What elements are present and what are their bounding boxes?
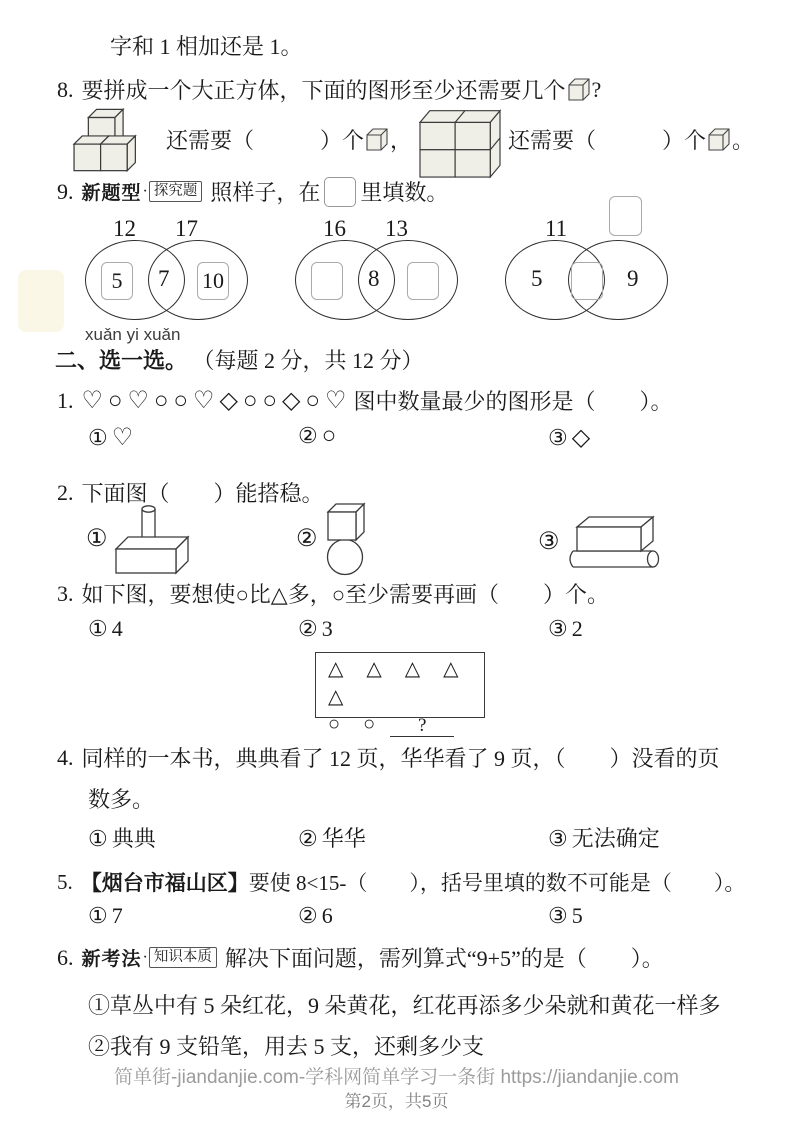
question-1-text: 图中数量最少的图形是（ ）。 bbox=[353, 389, 673, 414]
question-6-badge-bold: 新考法 bbox=[81, 949, 142, 970]
circle-row bbox=[328, 711, 484, 737]
option-2 bbox=[298, 903, 333, 929]
option-marker: ② bbox=[298, 903, 318, 928]
page-number-footer: 第2页，共5页 bbox=[344, 1092, 449, 1111]
question-9-badge-box: 探究题 bbox=[149, 181, 203, 202]
option-1 bbox=[88, 423, 133, 452]
question-8-need1: 还需要（ ）个 bbox=[166, 127, 365, 153]
option-2 bbox=[298, 616, 333, 642]
venn3-middle-box bbox=[571, 262, 603, 300]
option-1 bbox=[88, 822, 156, 853]
option-1 bbox=[88, 903, 123, 929]
question-8-text: 要拼成一个大正方体，下面的图形至少还需要几个 bbox=[81, 78, 566, 103]
option-marker: ② bbox=[298, 616, 318, 641]
option-marker: ③ bbox=[548, 616, 568, 641]
question-9-text-pre: 照样子，在 bbox=[210, 180, 321, 205]
question-4-number: 4. bbox=[57, 744, 74, 770]
venn2-left-box bbox=[311, 262, 343, 300]
option-label: 无法确定 bbox=[571, 826, 660, 851]
question-2-option-3 bbox=[538, 510, 666, 572]
section-2-pinyin: xuǎn yi xuǎn bbox=[85, 325, 181, 344]
option-marker: ② bbox=[298, 826, 318, 851]
question-9-text-post: 里填数。 bbox=[360, 180, 449, 205]
section-2-score: （每题 2 分，共 12 分） bbox=[192, 348, 424, 373]
question-3-figure bbox=[315, 652, 485, 736]
question-2-number: 2. bbox=[57, 479, 74, 505]
badge-separator: · bbox=[142, 182, 148, 200]
section-2-header bbox=[55, 344, 424, 375]
option-label: 典典 bbox=[111, 826, 156, 851]
option-label: 5 bbox=[571, 903, 583, 928]
watermark-footer: 简单街-jiandanjie.com-学科网简单学习一条街 https://jiandanjie.com bbox=[114, 1067, 679, 1088]
question-1-number: 1. bbox=[57, 387, 74, 413]
option-marker: ① bbox=[88, 903, 108, 928]
option-label: ○ bbox=[321, 423, 337, 449]
venn3-left-value: 5 bbox=[531, 266, 543, 291]
question-3-number: 3. bbox=[57, 580, 74, 606]
option-label: ◇ bbox=[571, 425, 591, 451]
option-label: 4 bbox=[111, 616, 123, 641]
box-on-lying-cylinder-figure bbox=[564, 511, 666, 571]
cube-figure-2x2-block bbox=[414, 99, 506, 179]
question-6-line bbox=[57, 942, 664, 973]
option-marker: ③ bbox=[538, 528, 560, 555]
question-5-number: 5. bbox=[57, 869, 73, 894]
option-3 bbox=[548, 616, 583, 642]
question-8-period: 。 bbox=[732, 127, 755, 153]
question-6-sub1: ①草丛中有 5 朵红花，9 朵黄花，红花再添多少朵就和黄花一样多 bbox=[88, 993, 721, 1018]
question-4-text1: 同样的一本书，典典看了 12 页，华华看了 9 页，（ ）没看的页 bbox=[81, 746, 720, 771]
question-4-line1 bbox=[57, 742, 720, 773]
venn2-right-box bbox=[407, 262, 439, 300]
cube-icon bbox=[366, 127, 388, 152]
option-2 bbox=[298, 423, 336, 450]
question-5-text: 要使 8<15-（ ），括号里填的数不可能是（ ）。 bbox=[248, 871, 746, 895]
option-label: 华华 bbox=[321, 826, 366, 851]
venn1-left-box bbox=[101, 262, 133, 300]
question-1-shape-sequence: ♡○♡○○♡◇○○◇○♡ bbox=[81, 388, 352, 414]
option-2 bbox=[298, 822, 366, 853]
venn2-label-left: 16 bbox=[323, 216, 346, 241]
cube-icon bbox=[708, 127, 730, 152]
option-label: 2 bbox=[571, 616, 583, 641]
option-label: ♡ bbox=[111, 425, 134, 451]
option-marker: ① bbox=[88, 616, 108, 641]
option-1 bbox=[88, 616, 123, 642]
question-6-number: 6. bbox=[57, 944, 74, 970]
option-label: 6 bbox=[321, 903, 333, 928]
question-6-text: 解决下面问题，需列算式“9+5”的是（ ）。 bbox=[224, 946, 664, 971]
question-2-text: 下面图（ ）能搭稳。 bbox=[81, 481, 324, 506]
question-8-figures bbox=[72, 100, 754, 178]
triangle-row: △ △ △ △ △ bbox=[328, 658, 468, 708]
option-3 bbox=[548, 903, 583, 929]
option-label: 3 bbox=[321, 616, 333, 641]
cube-on-sphere-figure bbox=[322, 500, 372, 576]
venn1-right-box bbox=[197, 262, 229, 300]
venn-diagram-1 bbox=[85, 196, 257, 328]
option-label: 7 bbox=[111, 903, 123, 928]
section-2-title: 二、选一选。 bbox=[55, 348, 188, 373]
question-2-option-2 bbox=[296, 503, 372, 573]
badge-separator: · bbox=[142, 948, 148, 966]
venn1-label-right: 17 bbox=[175, 216, 198, 241]
venn-diagram-3 bbox=[505, 196, 677, 328]
cube-icon bbox=[568, 77, 590, 102]
question-2-option-1 bbox=[86, 503, 194, 573]
venn1-middle-value: 7 bbox=[158, 266, 170, 291]
question-3-line bbox=[57, 578, 609, 609]
option-marker: ③ bbox=[548, 903, 568, 928]
question-5-region-tag: 【烟台市福山区】 bbox=[80, 871, 249, 895]
question-8-qmark: ? bbox=[591, 76, 602, 102]
venn1-left-value: 5 bbox=[111, 268, 123, 293]
option-marker: ② bbox=[296, 525, 318, 552]
question-6-badge-box: 知识本质 bbox=[149, 947, 217, 968]
question-mark-blank: ? bbox=[390, 716, 454, 737]
venn2-middle-value: 8 bbox=[368, 266, 380, 291]
question-9-number: 9. bbox=[57, 178, 74, 204]
option-marker: ① bbox=[86, 525, 108, 552]
venn1-label-left: 12 bbox=[113, 216, 136, 241]
option-marker: ① bbox=[88, 425, 108, 450]
venn3-label-left: 11 bbox=[545, 216, 568, 241]
question-9-badge-bold: 新题型 bbox=[81, 183, 142, 204]
cube-figure-l-shape bbox=[72, 105, 166, 173]
circle-glyphs: ○ ○ bbox=[328, 713, 385, 735]
option-marker: ① bbox=[88, 826, 108, 851]
option-3 bbox=[548, 822, 660, 853]
question-1-line bbox=[57, 385, 672, 416]
question-8-number: 8. bbox=[57, 76, 74, 102]
venn3-right-value: 9 bbox=[627, 266, 639, 291]
question-4-line2: 数多。 bbox=[88, 787, 155, 812]
venn1-right-value: 10 bbox=[202, 268, 224, 293]
question-8-need2: 还需要（ ）个 bbox=[508, 127, 707, 153]
option-3 bbox=[548, 423, 590, 452]
block-with-cylinder-figure bbox=[112, 501, 194, 575]
question-3-text: 如下图，要想使○比△多，○至少需要再画（ ）个。 bbox=[81, 582, 609, 607]
venn2-label-right: 13 bbox=[385, 216, 408, 241]
option-marker: ③ bbox=[548, 425, 568, 450]
question-6-sub2: ②我有 9 支铅笔，用去 5 支，还剩多少支 bbox=[88, 1034, 485, 1059]
venn-diagram-2 bbox=[295, 196, 467, 328]
option-marker: ③ bbox=[548, 826, 568, 851]
question-5-line bbox=[57, 867, 745, 897]
option-marker: ② bbox=[298, 423, 318, 448]
question-8-comma: ， bbox=[390, 127, 413, 153]
scan-highlight-smudge bbox=[18, 270, 64, 332]
venn3-top-right-box bbox=[609, 196, 642, 236]
intro-line: 字和 1 相加还是 1。 bbox=[110, 34, 303, 59]
